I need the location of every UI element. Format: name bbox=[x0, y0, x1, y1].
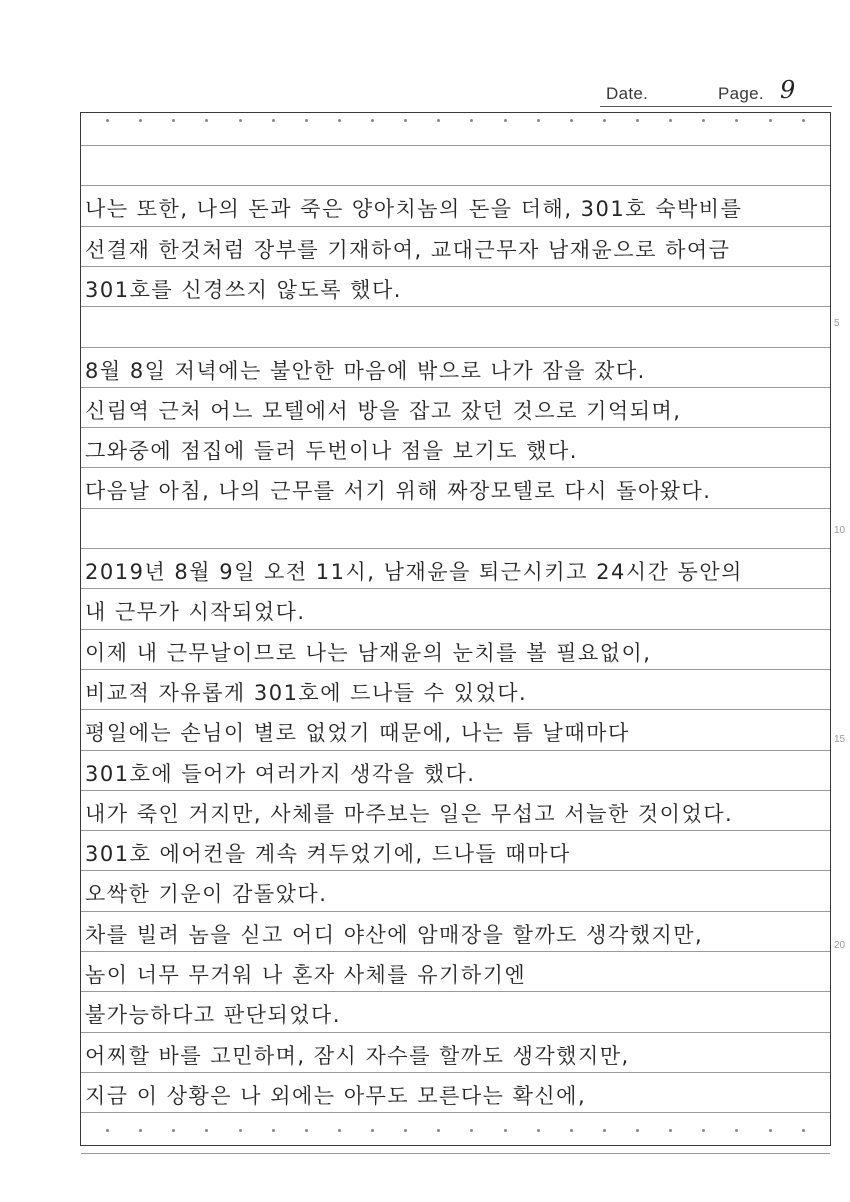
ruled-line bbox=[81, 870, 830, 871]
guide-dot bbox=[504, 119, 507, 122]
text-line: 내 근무가 시작되었다. bbox=[85, 600, 306, 625]
text-line: 오싹한 기운이 감돌았다. bbox=[85, 882, 328, 907]
guide-dot bbox=[603, 1129, 606, 1132]
text-line: 301호 에어컨을 계속 켜두었기에, 드나들 때마다 bbox=[85, 842, 571, 867]
guide-dot bbox=[338, 119, 341, 122]
ruled-line bbox=[81, 226, 830, 227]
text-line: 301호에 들어가 여러가지 생각을 했다. bbox=[85, 761, 476, 786]
guide-dot bbox=[305, 1129, 308, 1132]
guide-dot bbox=[139, 1129, 142, 1132]
margin-number: 10 bbox=[834, 525, 846, 536]
manuscript-page bbox=[80, 112, 831, 1146]
header-rule bbox=[600, 106, 832, 107]
ruled-line bbox=[81, 951, 830, 952]
guide-dot bbox=[769, 119, 772, 122]
guide-dot bbox=[470, 1129, 473, 1132]
ruled-line bbox=[81, 1153, 830, 1154]
guide-dot bbox=[702, 1129, 705, 1132]
guide-dot bbox=[504, 1129, 507, 1132]
ruled-line bbox=[81, 750, 830, 751]
guide-dot bbox=[371, 1129, 374, 1132]
guide-dot bbox=[106, 119, 109, 122]
guide-dot bbox=[239, 1129, 242, 1132]
guide-dot bbox=[669, 119, 672, 122]
ruled-line bbox=[81, 1112, 830, 1113]
text-line: 비교적 자유롭게 301호에 드나들 수 있었다. bbox=[85, 680, 528, 705]
ruled-line bbox=[81, 427, 830, 428]
ruled-line bbox=[81, 709, 830, 710]
page-header bbox=[600, 76, 832, 106]
text-line: 8월 8일 저녁에는 불안한 마음에 밖으로 나가 잠을 잤다. bbox=[85, 358, 646, 383]
guide-dot bbox=[537, 119, 540, 122]
date-label: Date. bbox=[606, 84, 649, 103]
ruled-line bbox=[81, 911, 830, 912]
guide-dot bbox=[172, 1129, 175, 1132]
guide-dot bbox=[205, 119, 208, 122]
ruled-line bbox=[81, 790, 830, 791]
top-dot-row bbox=[81, 119, 830, 125]
guide-dot bbox=[437, 1129, 440, 1132]
text-line: 불가능하다고 판단되었다. bbox=[85, 1003, 341, 1028]
text-line: 놈이 너무 무거워 나 혼자 사체를 유기하기엔 bbox=[85, 963, 527, 987]
text-line: 차를 빌려 놈을 싣고 어디 야산에 암매장을 할까도 생각했지만, bbox=[85, 922, 704, 947]
guide-dot bbox=[338, 1129, 341, 1132]
ruled-line bbox=[81, 548, 830, 549]
ruled-line bbox=[81, 185, 830, 186]
guide-dot bbox=[272, 1129, 275, 1132]
guide-dot bbox=[735, 119, 738, 122]
text-line: 이제 내 근무날이므로 나는 남재윤의 눈치를 볼 필요없이, bbox=[85, 640, 652, 665]
text-line: 301호를 신경쓰지 않도록 했다. bbox=[85, 277, 402, 302]
page-number: 9 bbox=[780, 76, 796, 104]
guide-dot bbox=[172, 119, 175, 122]
guide-dot bbox=[305, 119, 308, 122]
guide-dot bbox=[702, 119, 705, 122]
ruled-line bbox=[81, 467, 830, 468]
guide-dot bbox=[735, 1129, 738, 1132]
text-line: 그와중에 점집에 들러 두번이나 점을 보기도 했다. bbox=[85, 439, 578, 464]
guide-dot bbox=[272, 119, 275, 122]
guide-dot bbox=[470, 119, 473, 122]
text-line: 다음날 아침, 나의 근무를 서기 위해 짜장모텔로 다시 돌아왔다. bbox=[85, 479, 712, 504]
guide-dot bbox=[603, 119, 606, 122]
ruled-line bbox=[81, 1032, 830, 1033]
guide-dot bbox=[404, 1129, 407, 1132]
margin-number: 15 bbox=[834, 734, 846, 745]
ruled-line bbox=[81, 588, 830, 589]
bottom-dot-row bbox=[81, 1129, 830, 1135]
guide-dot bbox=[404, 119, 407, 122]
text-line: 신림역 근처 어느 모텔에서 방을 잡고 잤던 것으로 기억되며, bbox=[85, 398, 682, 423]
ruled-line bbox=[81, 266, 830, 267]
guide-dot bbox=[371, 119, 374, 122]
text-line: 나는 또한, 나의 돈과 죽은 양아치놈의 돈을 더해, 301호 숙박비를 bbox=[85, 197, 743, 222]
text-line: 지금 이 상황은 나 외에는 아무도 모른다는 확신에, bbox=[85, 1083, 587, 1108]
guide-dot bbox=[802, 119, 805, 122]
ruled-line bbox=[81, 669, 830, 670]
ruled-line bbox=[81, 830, 830, 831]
ruled-line bbox=[81, 145, 830, 146]
guide-dot bbox=[802, 1129, 805, 1132]
guide-dot bbox=[537, 1129, 540, 1132]
ruled-line bbox=[81, 1072, 830, 1073]
ruled-line bbox=[81, 991, 830, 992]
page-label: Page. bbox=[718, 84, 764, 103]
guide-dot bbox=[139, 119, 142, 122]
ruled-line bbox=[81, 306, 830, 307]
text-line: 2019년 8월 9일 오전 11시, 남재윤을 퇴근시키고 24시간 동안의 bbox=[85, 560, 743, 584]
ruled-line bbox=[81, 629, 830, 630]
text-line: 내가 죽인 거지만, 사체를 마주보는 일은 무섭고 서늘한 것이었다. bbox=[85, 801, 734, 826]
margin-number: 5 bbox=[834, 318, 840, 329]
guide-dot bbox=[570, 1129, 573, 1132]
guide-dot bbox=[570, 119, 573, 122]
guide-dot bbox=[636, 1129, 639, 1132]
text-line: 선결재 한것처럼 장부를 기재하여, 교대근무자 남재윤으로 하여금 bbox=[85, 237, 731, 262]
guide-dot bbox=[239, 119, 242, 122]
ruled-line bbox=[81, 387, 830, 388]
guide-dot bbox=[636, 119, 639, 122]
guide-dot bbox=[437, 119, 440, 122]
guide-dot bbox=[769, 1129, 772, 1132]
guide-dot bbox=[669, 1129, 672, 1132]
margin-number: 20 bbox=[834, 940, 846, 951]
ruled-line bbox=[81, 347, 830, 348]
text-line: 평일에는 손님이 별로 없었기 때문에, 나는 틈 날때마다 bbox=[85, 721, 630, 746]
guide-dot bbox=[205, 1129, 208, 1132]
text-line: 어찌할 바를 고민하며, 잠시 자수를 할까도 생각했지만, bbox=[85, 1043, 630, 1068]
guide-dot bbox=[106, 1129, 109, 1132]
ruled-line bbox=[81, 508, 830, 509]
